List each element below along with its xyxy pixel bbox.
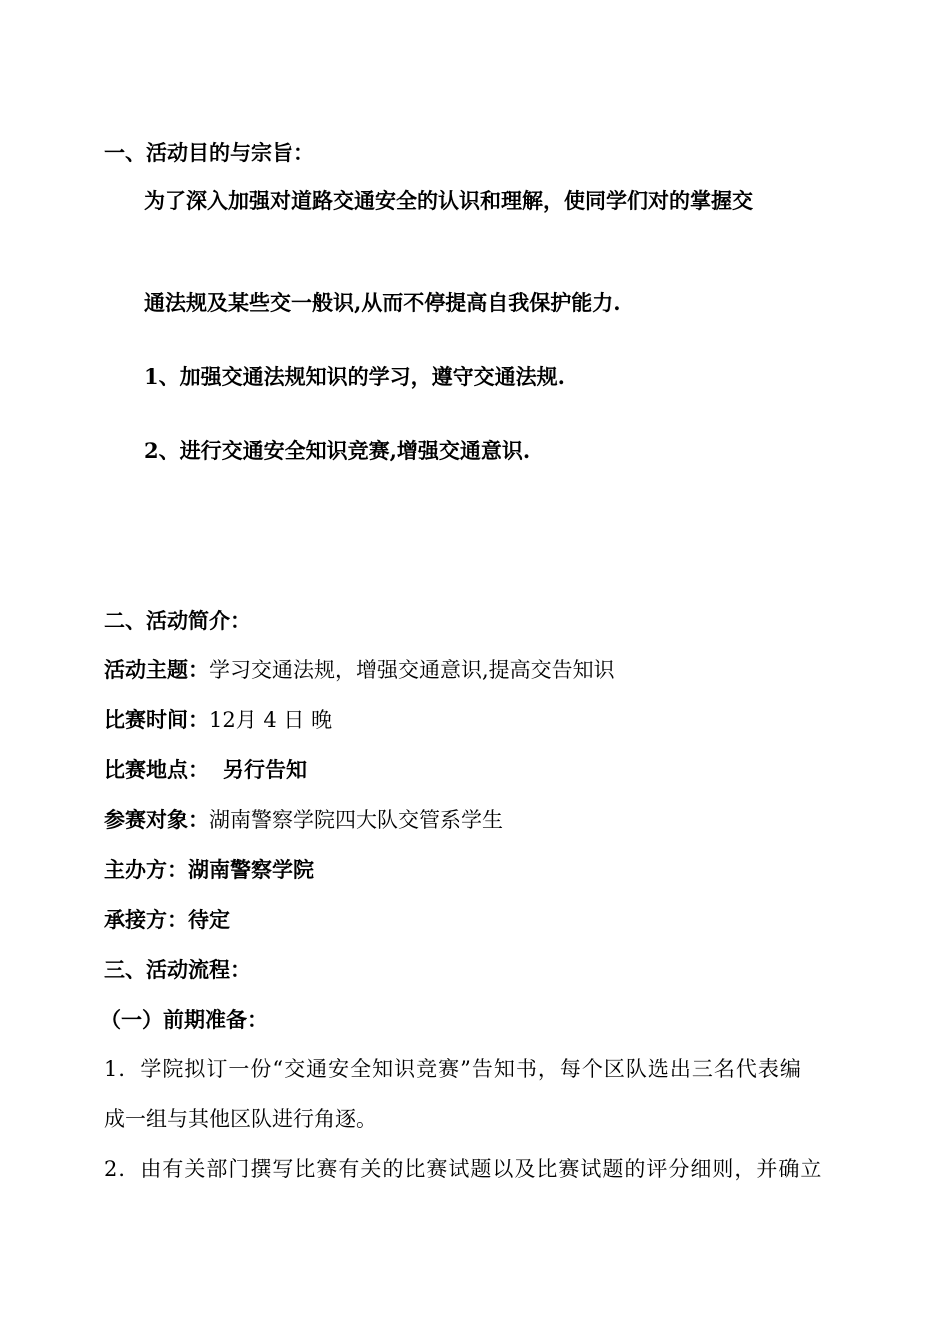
organizer-line: 主办方：湖南警察学院 [104, 857, 314, 882]
step1-line2: 成一组与其他区队进行角逐。 [104, 1107, 377, 1131]
section1-paragraph-line1: 为了深入加强对道路交通安全的认识和理解，使同学们对的掌握交 [144, 188, 753, 213]
step2-line1: 2．由有关部门撰写比赛有关的比赛试题以及比赛试题的评分细则，并确立 [104, 1157, 823, 1181]
participants-label: 参赛对象： [104, 807, 209, 832]
participants-row [104, 806, 503, 834]
theme-value: 学习交通法规，增强交通意识,提高交告知识 [209, 658, 615, 682]
section3-sub1-heading: （一）前期准备： [100, 1007, 268, 1032]
time-row [104, 706, 332, 734]
theme-row [104, 656, 615, 684]
section2-heading: 二、活动简介： [104, 608, 251, 633]
time-label: 比赛时间： [104, 707, 209, 732]
undertaker-line: 承接方：待定 [104, 907, 230, 932]
time-value: 12月 4 日 晚 [209, 708, 333, 732]
participants-value: 湖南警察学院四大队交管系学生 [209, 808, 503, 832]
place-value: 另行告知 [223, 757, 307, 782]
section1-heading: 一、活动目的与宗旨： [104, 140, 314, 165]
section1-item1: 1、加强交通法规知识的学习，遵守交通法规. [144, 364, 565, 389]
section1-paragraph-line2: 通法规及某些交一般识,从而不停提高自我保护能力. [144, 290, 621, 315]
theme-label: 活动主题： [104, 657, 209, 682]
step1-line1: 1．学院拟订一份“交通安全知识竞赛”告知书，每个区队选出三名代表编 [104, 1057, 802, 1081]
place-label: 比赛地点： [104, 757, 209, 782]
section1-item2: 2、进行交通安全知识竞赛,增强交通意识. [144, 438, 531, 463]
place-row [104, 756, 307, 784]
section3-heading: 三、活动流程： [104, 957, 251, 982]
